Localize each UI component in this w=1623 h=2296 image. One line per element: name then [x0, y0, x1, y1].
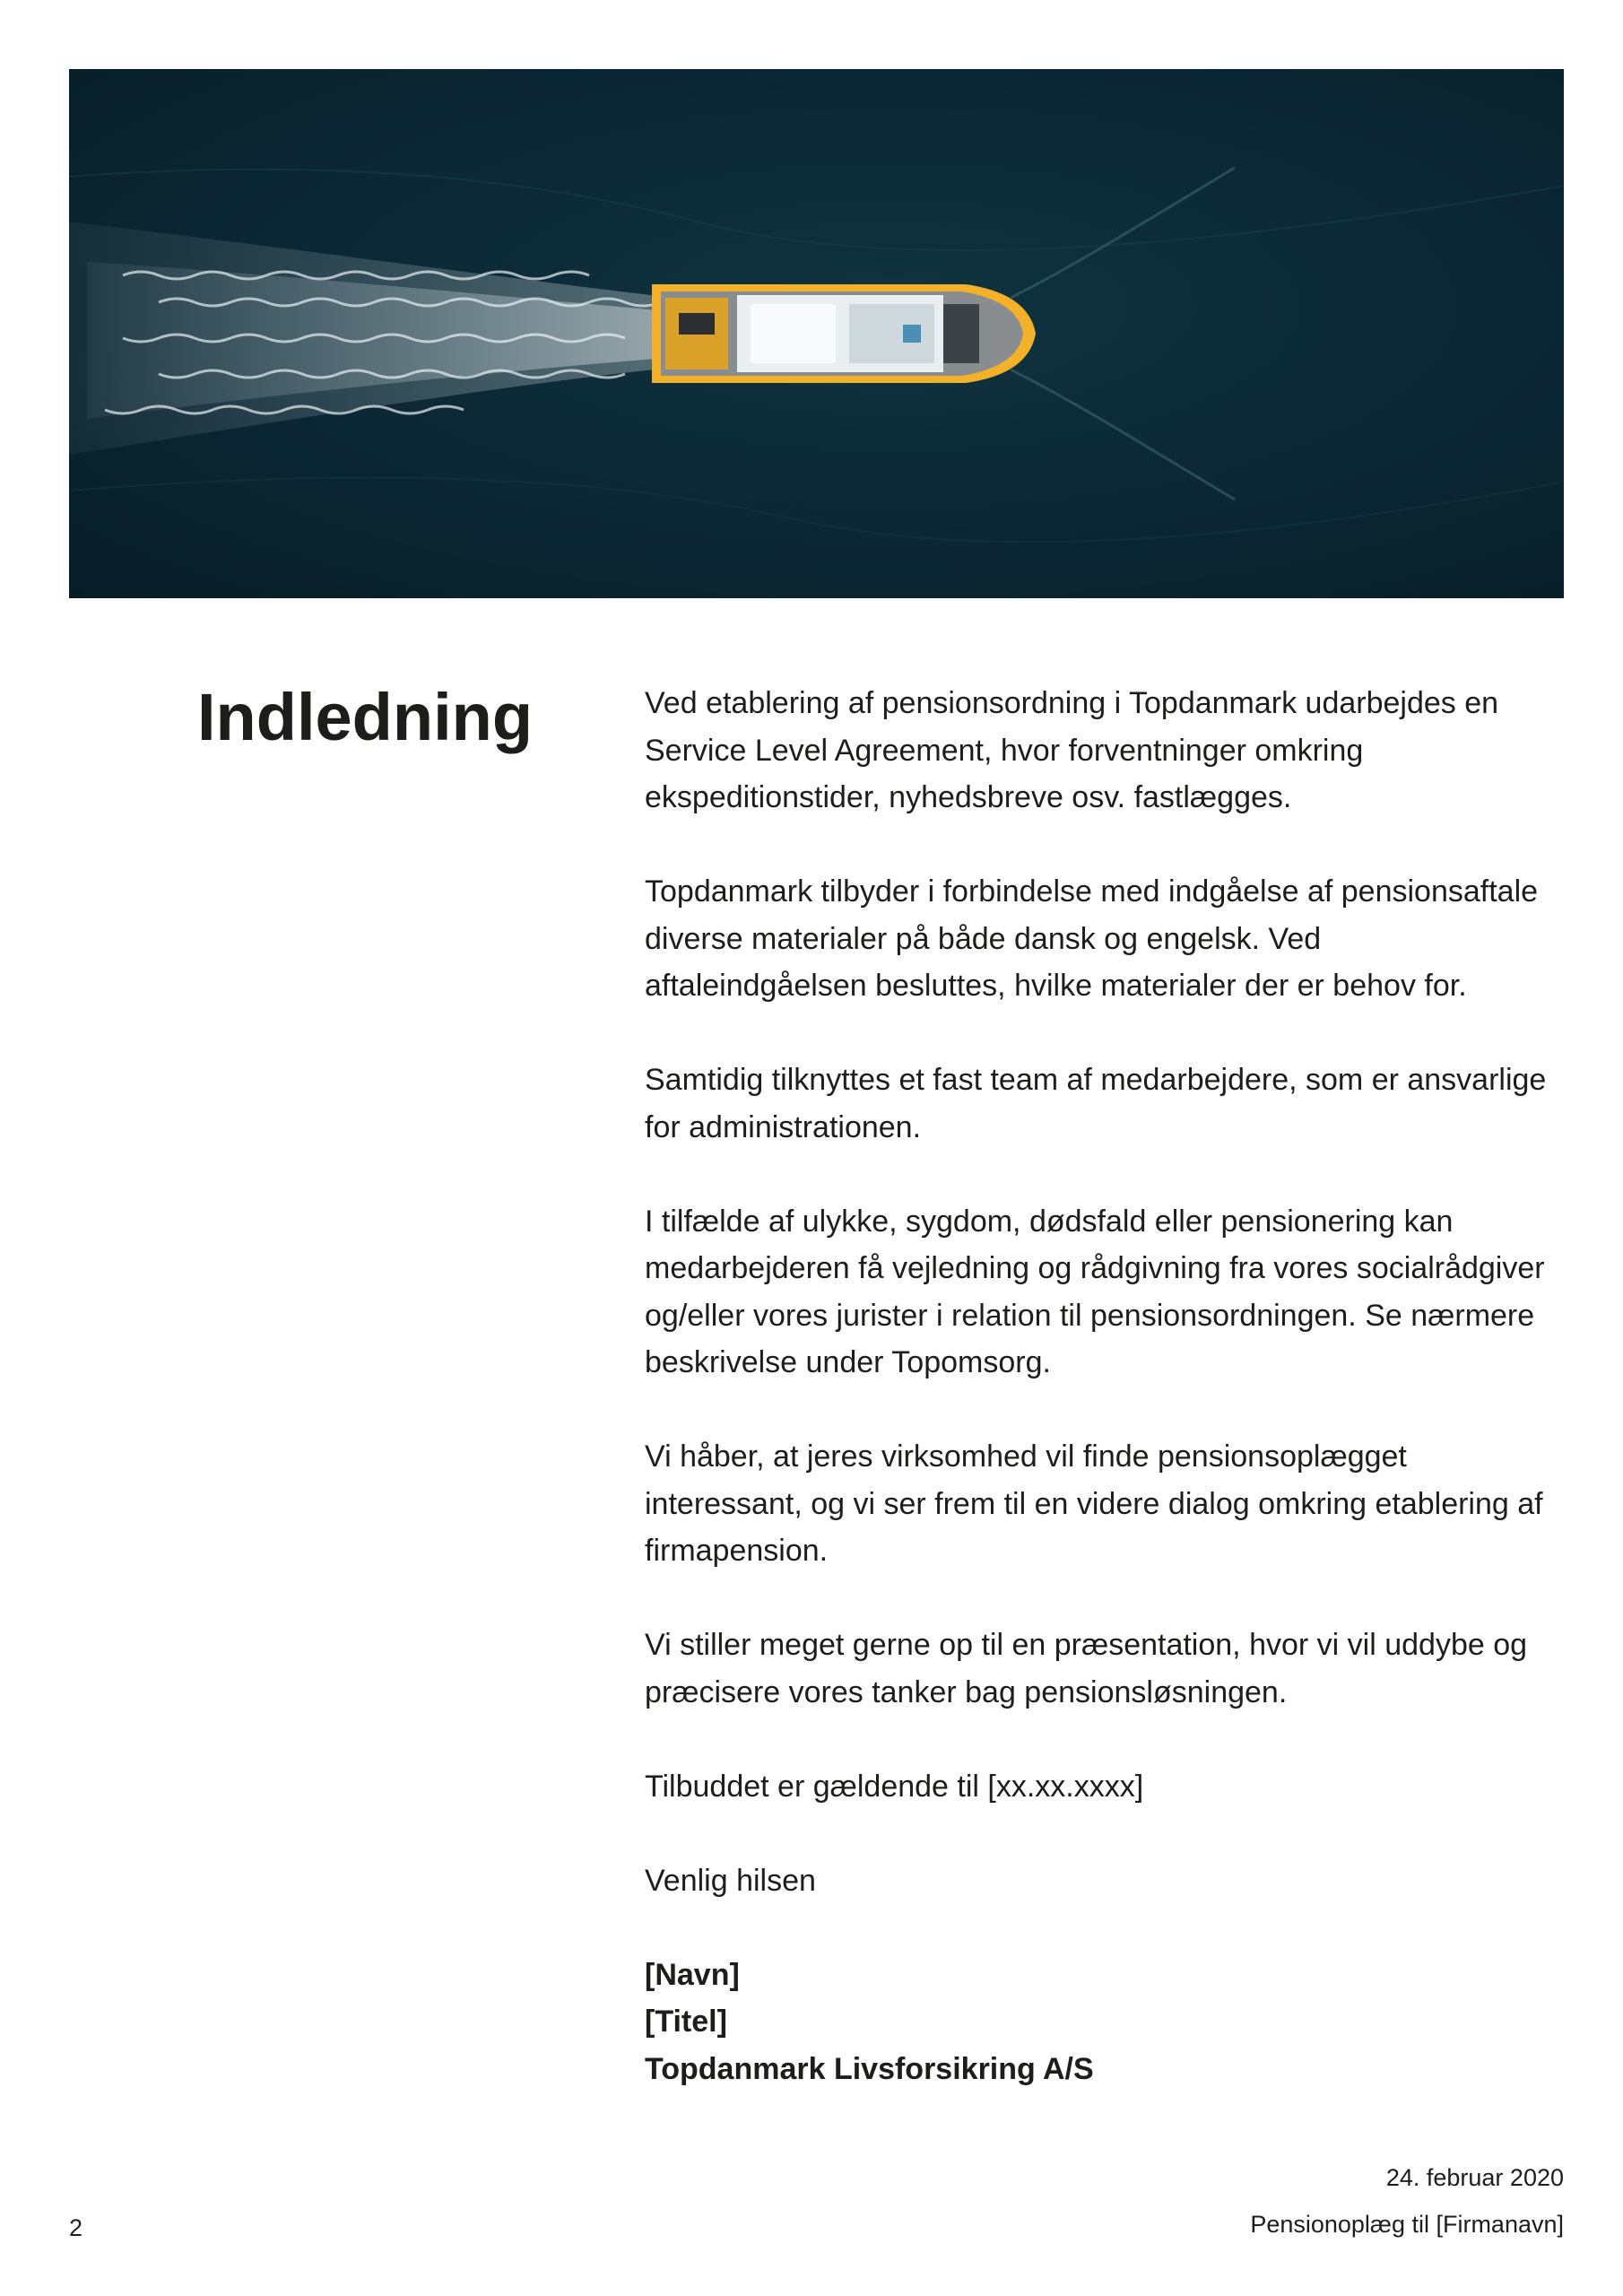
signature-title: [Titel]: [645, 2005, 727, 2039]
paragraph-hope: Vi håber, at jeres virksomhed vil finde pensionsoplægget interessant, og vi ser frem til en videre dialog omkring etablering af firmapension.: [645, 1439, 1543, 1568]
paragraph-intro: Ved etablering af pensionsordning i Topdanmark udarbejdes en Service Level Agreement, hvor forventninger omkring ekspeditionstider, nyhedsbreve osv. fastlægges.: [645, 686, 1499, 814]
paragraph-materials: Topdanmark tilbyder i forbindelse med indgåelse af pensionsaftale diverse materialer på både dansk og engelsk. Ved aftaleindgåelsen besluttes, hvilke materialer der er behov for.: [645, 874, 1539, 1003]
paragraph-greeting: Venlig hilsen: [645, 1863, 816, 1898]
hero-image: [69, 69, 1564, 598]
footer-date: 24. februar 2020: [1385, 2164, 1564, 2191]
footer-document-title: Pensionoplæg til [Firmanavn]: [1250, 2211, 1564, 2238]
paragraph-validity: Tilbuddet er gældende til [xx.xx.xxxx]: [645, 1769, 1144, 1804]
paragraph-presentation: Vi stiller meget gerne op til en præsentation, hvor vi vil uddybe og præcisere vores tanker bag pensionsløsningen.: [645, 1628, 1528, 1709]
page-heading: Indledning: [197, 680, 534, 754]
paragraph-team: Samtidig tilknyttes et fast team af medarbejdere, som er ansvarlige for administrationen.: [645, 1063, 1547, 1144]
signature-name: [Navn]: [645, 1957, 740, 1992]
signature-company: Topdanmark Livsforsikring A/S: [645, 2051, 1094, 2086]
page-number: 2: [69, 2214, 83, 2241]
paragraph-topomsorg: I tilfælde af ulykke, sygdom, dødsfald eller pensionering kan medarbejderen få vejledning og rådgivning fra vores socialrådgiver og/eller vores jurister i relation til pensionsordningen. Se nærmere beskrivelse under Topomsorg.: [645, 1204, 1545, 1379]
body-text: [645, 680, 1550, 2092]
signature-block: [645, 1952, 1550, 2093]
